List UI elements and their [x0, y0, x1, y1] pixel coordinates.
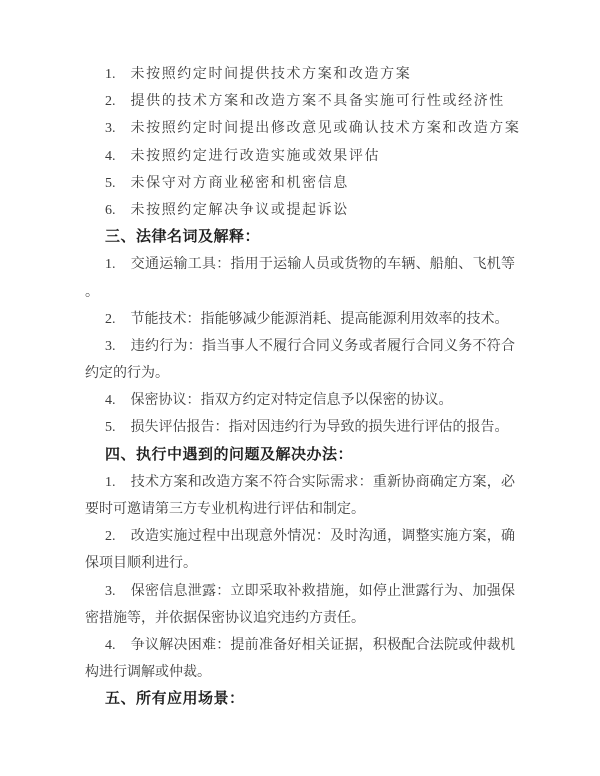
- item-number: 2.: [105, 94, 116, 110]
- item-number: 4.: [105, 637, 116, 653]
- line-text: 技术方案和改造方案不符合实际需求：重新协商确定方案，必: [130, 474, 516, 490]
- paragraph-line: [85, 61, 515, 88]
- line-text: 违约行为：指当事人不履行合同义务或者履行合同义务不符合: [130, 338, 516, 354]
- section-heading: [85, 224, 515, 251]
- paragraph-line: [85, 306, 515, 333]
- paragraph-line: [85, 414, 515, 441]
- line-text: 节能技术：指能够减少能源消耗、提高能源利用效率的技术。: [130, 311, 509, 327]
- item-number: 5.: [105, 175, 116, 191]
- paragraph-line: [85, 143, 515, 170]
- paragraph-line: [85, 197, 515, 224]
- item-number: 3.: [105, 583, 116, 599]
- line-text: 未按照约定时间提出修改意见或确认技术方案和改造方案: [130, 121, 521, 137]
- line-text: 未按照约定时间提供技术方案和改造方案: [130, 67, 412, 82]
- line-text: 交通运输工具：指用于运输人员或货物的车辆、船舶、飞机等: [130, 257, 516, 273]
- paragraph-line: [85, 387, 515, 414]
- line-text: 未按照约定解决争议或提起诉讼: [130, 202, 349, 218]
- paragraph-line: [85, 578, 515, 605]
- paragraph-line: [85, 88, 515, 115]
- paragraph-line: [85, 170, 515, 197]
- line-text: 要时可邀请第三方专业机构进行评估和制定。: [85, 502, 365, 517]
- line-text: 保密信息泄露：立即采取补救措施，如停止泄露行为、加强保: [130, 583, 516, 599]
- document-body: [85, 61, 521, 714]
- item-number: 2.: [105, 311, 116, 327]
- line-text: 争议解决困难：提前准备好相关证据，积极配合法院或仲裁机: [130, 637, 516, 653]
- line-text: 保密协议：指双方约定对特定信息予以保密的协议。: [130, 393, 453, 409]
- line-text: 四、执行中遇到的问题及解决办法：: [105, 446, 354, 463]
- paragraph-continuation-line: [85, 360, 515, 387]
- paragraph-continuation-line: [85, 496, 515, 523]
- line-text: 约定的行为。: [85, 366, 169, 382]
- paragraph-line: [85, 469, 515, 496]
- line-text: 损失评估报告：指对因违约行为导致的损失进行评估的报告。: [130, 420, 509, 436]
- item-number: 1.: [105, 257, 116, 273]
- item-number: 2.: [105, 529, 116, 545]
- item-number: 6.: [105, 202, 116, 218]
- item-number: 4.: [105, 393, 116, 409]
- paragraph-continuation-line: [85, 605, 515, 632]
- item-number: 1.: [105, 67, 116, 82]
- line-text: 构进行调解或仲裁。: [85, 665, 211, 681]
- section-heading: [85, 686, 515, 713]
- line-text: 三、法律名词及解释：: [105, 229, 261, 246]
- section-heading: [85, 442, 515, 469]
- item-number: 4.: [105, 148, 116, 164]
- paragraph-line: [85, 523, 515, 550]
- paragraph-continuation-line: [85, 279, 515, 306]
- line-text: 未保守对方商业秘密和机密信息: [130, 175, 349, 191]
- item-number: 3.: [105, 121, 116, 137]
- line-text: 密措施等，并依据保密协议追究违约方责任。: [85, 610, 365, 626]
- line-text: 五、所有应用场景：: [105, 691, 245, 708]
- item-number: 5.: [105, 420, 116, 436]
- paragraph-line: [85, 632, 515, 659]
- paragraph-line: [85, 251, 515, 278]
- paragraph-line: [85, 333, 515, 360]
- line-text: 改造实施过程中出现意外情况：及时沟通，调整实施方案，确: [130, 529, 516, 545]
- paragraph-continuation-line: [85, 659, 515, 686]
- line-text: 未按照约定进行改造实施或效果评估: [130, 148, 381, 164]
- paragraph-continuation-line: [85, 550, 515, 577]
- item-number: 1.: [105, 474, 116, 490]
- item-number: 3.: [105, 338, 116, 354]
- line-text: 提供的技术方案和改造方案不具备实施可行性或经济性: [130, 94, 505, 110]
- paragraph-line: [85, 115, 521, 142]
- line-text: 保项目顺利进行。: [85, 556, 197, 572]
- line-text: 。: [85, 284, 99, 300]
